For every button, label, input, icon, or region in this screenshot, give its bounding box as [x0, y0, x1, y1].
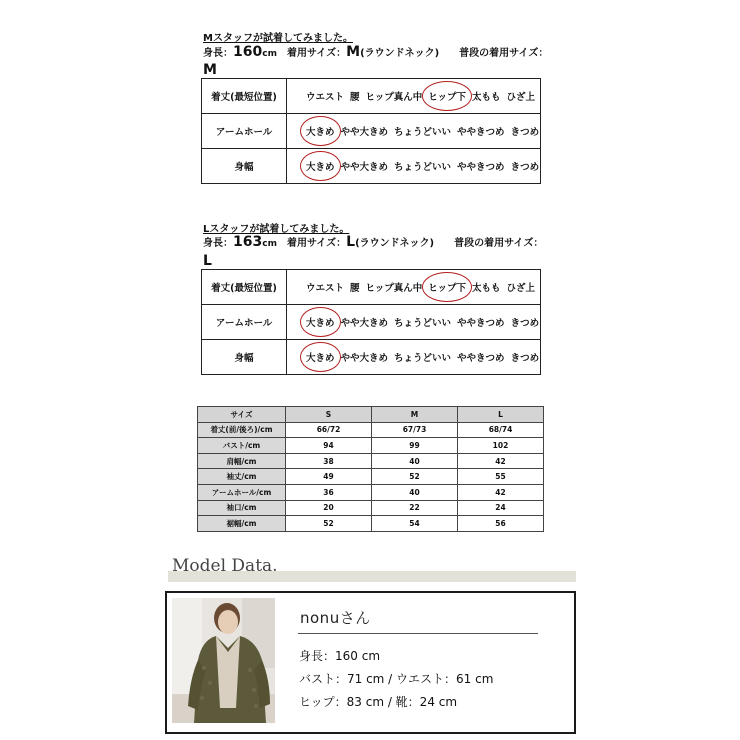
model-name-underline — [298, 633, 538, 634]
size-table-header-cell: サイズ — [198, 407, 286, 423]
fit-row-options — [287, 270, 541, 305]
usual-size-value: L — [203, 253, 212, 269]
size-table-cell: 99 — [372, 438, 458, 454]
fit-row — [202, 340, 541, 375]
fit-option: ウエスト — [306, 283, 345, 294]
model-stat-height: 身長：160 cm — [299, 649, 381, 663]
fit-row-options — [287, 340, 541, 375]
model-photo — [172, 598, 275, 723]
fit-row-options — [287, 305, 541, 340]
model-stat-hip-shoes: ヒップ：83 cm / 靴：24 cm — [299, 695, 458, 709]
fit-option: 太もも — [471, 283, 501, 294]
fit-row — [202, 114, 541, 149]
size-table-row — [198, 453, 544, 469]
fit-option: やや大きめ — [340, 353, 389, 364]
size-table-row-label: 裾幅/cm — [198, 516, 286, 532]
fit-row-label: 着丈(最短位置) — [202, 79, 287, 114]
size-table-cell: 38 — [286, 453, 372, 469]
staff-l-info — [203, 234, 543, 250]
fit-option: ウエスト — [306, 92, 345, 103]
size-table-row — [198, 484, 544, 500]
fit-option-selected: 大きめ — [306, 124, 335, 138]
size-table-row-label: 肩幅/cm — [198, 453, 286, 469]
height-value: 160 — [233, 44, 263, 60]
size-table-row-label: 袖口/cm — [198, 500, 286, 516]
staff-m-info — [203, 44, 548, 60]
size-table-cell: 94 — [286, 438, 372, 454]
fit-row — [202, 79, 541, 114]
wear-size-label: 着用サイズ： — [286, 48, 347, 59]
size-table-cell: 56 — [458, 516, 544, 532]
fit-option: ややきつめ — [457, 127, 505, 138]
fit-option: ややきつめ — [457, 353, 505, 364]
fit-option: 腰 — [350, 283, 360, 294]
fit-table-m — [201, 78, 541, 184]
fit-row-label: 身幅 — [202, 340, 287, 375]
fit-row — [202, 305, 541, 340]
size-table-cell: 24 — [458, 500, 544, 516]
fit-option-selected: 大きめ — [306, 350, 335, 364]
model-heading: Model Data. — [172, 556, 278, 576]
fit-row — [202, 149, 541, 184]
wear-size-value: M — [346, 44, 361, 60]
size-table-header-cell: S — [286, 407, 372, 423]
size-table-row — [198, 500, 544, 516]
fit-option: やや大きめ — [340, 318, 389, 329]
size-table-cell: 67/73 — [372, 422, 458, 438]
size-table-cell: 40 — [372, 484, 458, 500]
staff-l-title: Lスタッフが試着してみました。 — [203, 224, 350, 235]
size-table-cell: 55 — [458, 469, 544, 485]
size-table-row — [198, 422, 544, 438]
size-table-cell: 20 — [286, 500, 372, 516]
usual-size-label: 普段の着用サイズ： — [454, 238, 544, 249]
fit-option-selected: ヒップ下 — [428, 280, 466, 294]
wear-size-note: (ラウンドネック) — [355, 238, 435, 249]
fit-option-selected: 大きめ — [306, 159, 335, 173]
wear-size-value: L — [346, 234, 356, 250]
fit-option: やや大きめ — [340, 162, 389, 173]
height-unit: cm — [262, 49, 277, 59]
fit-option: 太もも — [471, 92, 501, 103]
model-photo-image — [172, 598, 275, 723]
size-table-cell: 52 — [372, 469, 458, 485]
fit-option: きつめ — [510, 127, 540, 138]
fit-option: ヒップ真ん中 — [365, 283, 423, 294]
size-table-row — [198, 516, 544, 532]
height-unit: cm — [262, 239, 277, 249]
fit-row-options — [287, 149, 541, 184]
fit-option: やや大きめ — [340, 127, 389, 138]
size-table-header — [198, 407, 544, 423]
size-table-cell: 68/74 — [458, 422, 544, 438]
size-table-row — [198, 469, 544, 485]
fit-option: きつめ — [510, 162, 540, 173]
size-table-cell: 40 — [372, 453, 458, 469]
size-table-header-cell: M — [372, 407, 458, 423]
fit-option: ちょうどいい — [394, 162, 452, 173]
fit-option-selected: ヒップ下 — [428, 89, 466, 103]
size-table-row-label: 着丈(前/後ろ)/cm — [198, 422, 286, 438]
size-table-cell: 54 — [372, 516, 458, 532]
fit-option: きつめ — [510, 353, 540, 364]
fit-option: ややきつめ — [457, 162, 505, 173]
size-table — [197, 406, 544, 532]
fit-row-options — [287, 114, 541, 149]
height-label: 身長： — [203, 48, 233, 59]
size-table-cell: 22 — [372, 500, 458, 516]
fit-option: きつめ — [510, 318, 540, 329]
fit-option: ちょうどいい — [394, 127, 452, 138]
usual-size-label: 普段の着用サイズ： — [459, 48, 549, 59]
fit-option: 腰 — [350, 92, 360, 103]
fit-option: ひざ上 — [506, 283, 535, 294]
size-table-row-label: アームホール/cm — [198, 484, 286, 500]
size-table-row — [198, 438, 544, 454]
fit-table-l — [201, 269, 541, 375]
size-table-row-label: 袖丈/cm — [198, 469, 286, 485]
size-table-cell: 102 — [458, 438, 544, 454]
size-table-row-label: バスト/cm — [198, 438, 286, 454]
size-table-cell: 42 — [458, 453, 544, 469]
fit-row-label: 身幅 — [202, 149, 287, 184]
fit-row — [202, 270, 541, 305]
fit-option: ひざ上 — [506, 92, 535, 103]
usual-size-value: M — [203, 62, 217, 78]
model-name: nonuさん — [300, 609, 371, 627]
size-table-cell: 66/72 — [286, 422, 372, 438]
size-table-cell: 36 — [286, 484, 372, 500]
fit-option: ヒップ真ん中 — [365, 92, 423, 103]
size-table-cell: 42 — [458, 484, 544, 500]
fit-row-label: 着丈(最短位置) — [202, 270, 287, 305]
staff-m-title: Mスタッフが試着してみました。 — [203, 33, 353, 44]
wear-size-label: 着用サイズ： — [286, 238, 347, 249]
fit-option: ややきつめ — [457, 318, 505, 329]
fit-row-label: アームホール — [202, 114, 287, 149]
fit-option-selected: 大きめ — [306, 315, 335, 329]
size-table-cell: 49 — [286, 469, 372, 485]
fit-row-options — [287, 79, 541, 114]
fit-row-label: アームホール — [202, 305, 287, 340]
wear-size-note: (ラウンドネック) — [360, 48, 440, 59]
fit-option: ちょうどいい — [394, 318, 452, 329]
height-label: 身長： — [203, 238, 233, 249]
model-stat-bust-waist: バスト：71 cm / ウエスト：61 cm — [299, 672, 494, 686]
fit-option: ちょうどいい — [394, 353, 452, 364]
height-value: 163 — [233, 234, 263, 250]
size-table-header-cell: L — [458, 407, 544, 423]
size-table-cell: 52 — [286, 516, 372, 532]
